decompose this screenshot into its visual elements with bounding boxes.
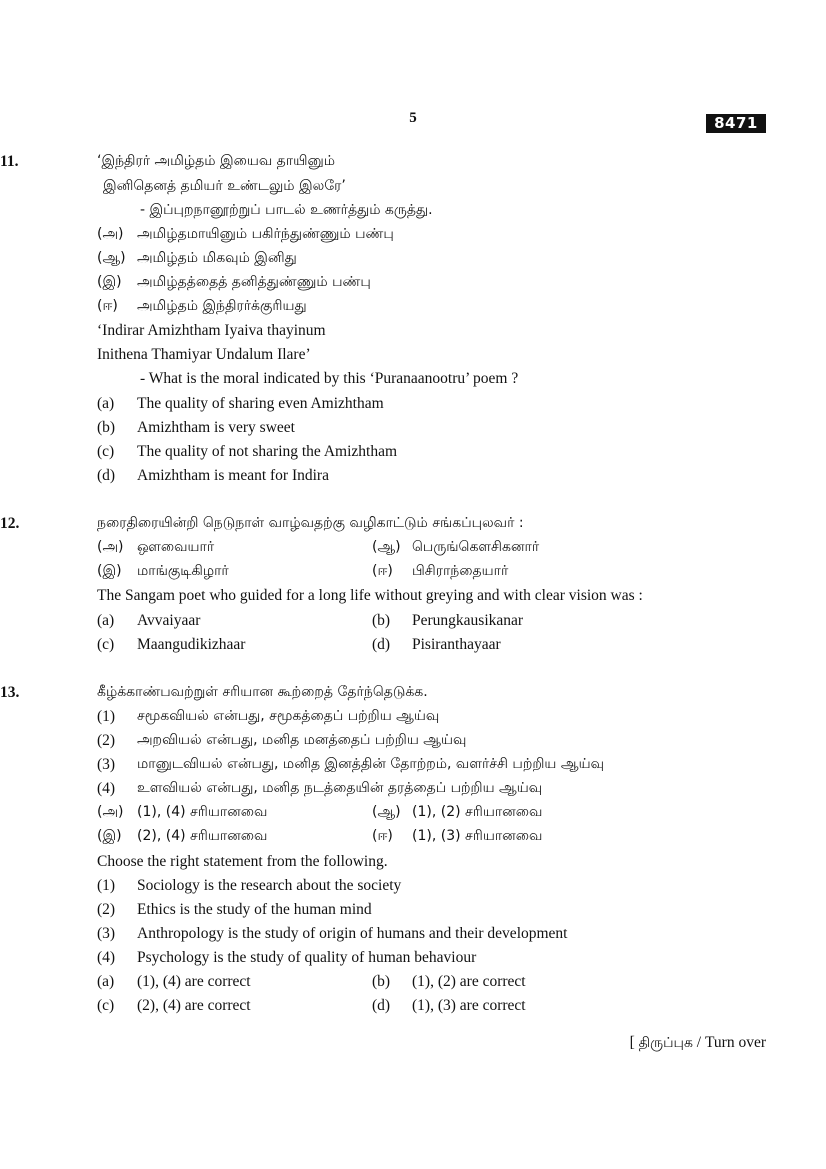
option-label: (அ) (97, 804, 124, 820)
option-label: (c) (97, 997, 115, 1014)
english-poem-line: ‘Indirar Amizhtham Iyaiva thayinum (97, 322, 326, 339)
statement-text: Ethics is the study of the human mind (137, 901, 372, 918)
option-label: (ஆ) (372, 804, 401, 820)
statement-label: (4) (97, 949, 116, 966)
option-text: (1), (2) are correct (412, 973, 526, 990)
statement-text: சமூகவியல் என்பது, சமூகத்தைப் பற்றிய ஆய்வு (137, 708, 440, 724)
option-label: (ஆ) (372, 539, 401, 555)
statement-text: Psychology is the study of quality of human behaviour (137, 949, 477, 966)
statement-label: (3) (97, 756, 116, 773)
option-text: Pisiranthayaar (412, 636, 501, 653)
option-text: Perungkausikanar (412, 612, 524, 629)
statement-text: Anthropology is the study of origin of humans and their development (137, 925, 568, 942)
option-text: Amizhtham is very sweet (137, 419, 295, 436)
question-number: 12. (0, 515, 20, 532)
option-text: Avvaiyaar (137, 612, 201, 629)
turn-over-note (630, 1034, 766, 1053)
footer-english: Turn over (704, 1034, 766, 1051)
option-label: (b) (372, 612, 391, 629)
option-label: (a) (97, 612, 115, 629)
option-label: (ஈ) (97, 298, 118, 314)
option-text: The quality of not sharing the Amizhtham (137, 443, 398, 460)
option-label: (d) (372, 636, 391, 653)
tamil-poem-line: ‘இந்திரர் அமிழ்தம் இயைவ தாயினும் (97, 153, 335, 169)
option-label: (ஆ) (97, 250, 126, 266)
option-label: (d) (372, 997, 391, 1014)
statement-label: (2) (97, 901, 116, 918)
option-text: அமிழ்தம் இந்திரர்க்குரியது (137, 298, 307, 314)
option-label: (b) (372, 973, 391, 990)
statement-label: (1) (97, 708, 116, 725)
option-text: (2), (4) are correct (137, 997, 251, 1014)
statement-label: (3) (97, 925, 116, 942)
option-text: (2), (4) சரியானவை (137, 828, 268, 844)
option-text: (1), (4) சரியானவை (137, 804, 268, 820)
option-text: Maangudikizhaar (137, 636, 246, 653)
statement-text: மானுடவியல் என்பது, மனித இனத்தின் தோற்றம், வளர்ச்சி பற்றிய ஆய்வு (137, 756, 604, 772)
option-text: அமிழ்தம் மிகவும் இனிது (137, 250, 297, 266)
statement-text: அறவியல் என்பது, மனித மனத்தைப் பற்றிய ஆய்வு (137, 732, 467, 748)
footer-separator: / (696, 1034, 702, 1051)
option-label: (a) (97, 395, 115, 412)
option-label: (இ) (97, 274, 122, 290)
option-text: (1), (3) சரியானவை (412, 828, 543, 844)
option-label: (அ) (97, 539, 124, 555)
tamil-question: - இப்புறநானூற்றுப் பாடல் உணர்த்தும் கருத்து. (140, 202, 433, 218)
english-question: Choose the right statement from the following. (97, 853, 388, 870)
option-text: அமிழ்தமாயினும் பகிர்ந்துண்ணும் பண்பு (137, 226, 394, 242)
option-label: (இ) (97, 828, 122, 844)
option-text: அமிழ்தத்தைத் தனித்துண்ணும் பண்பு (137, 274, 371, 290)
option-label: (ஈ) (372, 828, 393, 844)
statement-label: (4) (97, 780, 116, 797)
option-text: (1), (3) are correct (412, 997, 526, 1014)
option-label: (ஈ) (372, 563, 393, 579)
option-label: (c) (97, 443, 115, 460)
option-label: (d) (97, 467, 116, 484)
paper-code-badge: 8471 (706, 114, 766, 133)
option-text: The quality of sharing even Amizhtham (137, 395, 384, 412)
english-question: - What is the moral indicated by this ‘Puranaanootru’ poem ? (140, 370, 519, 387)
option-label: (அ) (97, 226, 124, 242)
footer-tamil: திருப்புக (638, 1035, 693, 1051)
page-number: 5 (409, 110, 417, 126)
english-question: The Sangam poet who guided for a long life without greying and with clear vision was : (97, 587, 643, 604)
statement-text: உளவியல் என்பது, மனித நடத்தையின் தரத்தைப் பற்றிய ஆய்வு (137, 780, 543, 796)
english-poem-line: Inithena Thamiyar Undalum Ilare’ (97, 346, 311, 363)
option-text: ஔவையார் (137, 539, 215, 555)
statement-text: Sociology is the research about the society (137, 877, 402, 894)
option-label: (a) (97, 973, 115, 990)
tamil-question: கீழ்க்காண்பவற்றுள் சரியான கூற்றைத் தேர்ந்தெடுக்க. (97, 684, 428, 700)
option-text: பிசிராந்தையார் (412, 563, 509, 579)
tamil-poem-line: இனிதெனத் தமியர் உண்டலும் இலரே’ (103, 178, 346, 194)
tamil-question: நரைதிரையின்றி நெடுநாள் வாழ்வதற்கு வழிகாட்டும் சங்கப்புலவர் : (97, 515, 524, 531)
option-text: (1), (2) சரியானவை (412, 804, 543, 820)
question-number: 11. (0, 153, 19, 170)
option-text: மாங்குடிகிழார் (137, 563, 229, 579)
statement-label: (2) (97, 732, 116, 749)
option-label: (இ) (97, 563, 122, 579)
option-label: (c) (97, 636, 115, 653)
question-number: 13. (0, 684, 20, 701)
statement-label: (1) (97, 877, 116, 894)
option-text: (1), (4) are correct (137, 973, 251, 990)
option-label: (b) (97, 419, 116, 436)
footer-bracket: [ (629, 1034, 635, 1051)
option-text: Amizhtham is meant for Indira (137, 467, 329, 484)
option-text: பெருங்கௌசிகனார் (412, 539, 540, 555)
